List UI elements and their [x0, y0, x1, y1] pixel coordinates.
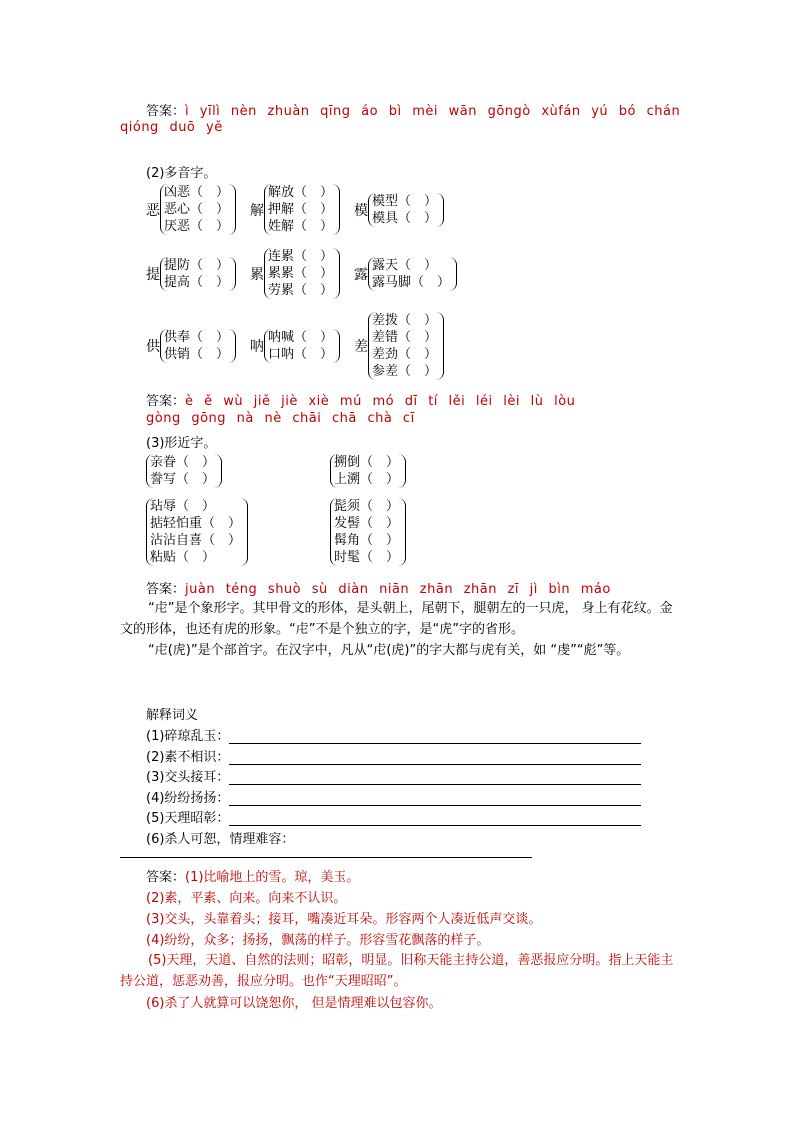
- poly-char: 解: [250, 202, 265, 219]
- poly-char: 模: [354, 202, 369, 219]
- answer-blank[interactable]: [229, 750, 641, 765]
- poly-group: [146, 184, 236, 235]
- poly-group: [146, 329, 236, 363]
- option-bracket: [368, 312, 444, 380]
- option: 髭须（ ）: [334, 499, 400, 514]
- vocab-answer-2: (2)素，平素、向来。向来不认识。: [146, 891, 347, 906]
- vocab-item: [146, 828, 641, 849]
- option-bracket: [146, 498, 248, 566]
- vocab-term: (2)素不相识：: [146, 749, 230, 765]
- answer-pinyin: juàn téng shuò sù diàn niān zhān zhān zī jì bìn máo: [185, 582, 611, 597]
- option: 发髻（ ）: [334, 516, 400, 531]
- q2-row1: [146, 184, 458, 235]
- poly-char: 累: [250, 266, 265, 283]
- option: 搠倒（ ）: [334, 455, 400, 470]
- option-bracket: [264, 184, 340, 235]
- option: 凶恶（ ）: [164, 185, 230, 200]
- poly-char: 供: [146, 339, 160, 355]
- vocab-answer-5: (5)天理，天道、自然的法则；昭彰，明显。旧称天能主持公道，善恶报应分明。指上天能主持公道，惩恶劝善，报应分明。也作“天理昭昭”。: [120, 953, 674, 989]
- poly-char: 呐: [250, 339, 265, 355]
- vocab-item: [146, 746, 641, 767]
- option: 掂轻怕重（ ）: [150, 516, 242, 531]
- vocab-term: (1)碎琼乱玉：: [146, 729, 230, 744]
- option: 厌恶（ ）: [164, 219, 230, 234]
- answer-blank[interactable]: [229, 791, 641, 806]
- q2-row2: [146, 248, 471, 299]
- option-bracket: [264, 329, 340, 363]
- vocab-term: (5)天理昭彰：: [146, 811, 230, 826]
- option-bracket: [160, 184, 236, 235]
- vocab-term: (6)杀人可恕，情理难容：: [146, 831, 295, 847]
- option: 提高（ ）: [164, 274, 230, 290]
- note-paragraph-1: “虍”是个象形字。其甲骨文的形体，是头朝上，尾朝下，腿朝左的一只虎， 身上有花纹。金文的形体，也还有虎的形象。“虍”不是个独立的字，是“虎”字的省形。: [120, 601, 673, 637]
- answer-text: (1)比喻地上的雪。琼，美玉。: [185, 870, 360, 885]
- q1-answer-line2: qióng duō yě: [120, 120, 223, 135]
- answer-blank[interactable]: [229, 729, 641, 744]
- q3-answer: [146, 578, 611, 597]
- poly-char: 提: [146, 266, 160, 283]
- poly-char: 差: [354, 339, 369, 355]
- option: 差拨（ ）: [372, 313, 438, 328]
- vocab-answer-1: [146, 866, 359, 885]
- option: 模具（ ）: [372, 210, 438, 226]
- q2-title: (2)多音字。: [146, 166, 217, 181]
- q2-answer-line1: [146, 390, 575, 409]
- answer-label: 答案：: [146, 870, 186, 885]
- q3-right-group-2: [330, 498, 406, 566]
- q3-title: (3)形近字。: [146, 436, 217, 451]
- option: 髯角（ ）: [334, 533, 400, 548]
- answer-pinyin: ì yīlì nèn zhuàn qīng áo bì mèi wān gōngò xùfán yú bó chán: [185, 104, 681, 119]
- option: 供奉（ ）: [164, 330, 230, 345]
- vocab-item: [146, 725, 641, 746]
- option: 连累（ ）: [268, 249, 334, 264]
- option-bracket: [160, 257, 236, 291]
- option: 差错（ ）: [372, 330, 438, 345]
- vocab-item: [146, 807, 641, 828]
- option: 模型（ ）: [372, 193, 438, 209]
- option: 露马脚（ ）: [372, 274, 451, 290]
- option: 差劲（ ）: [372, 347, 438, 362]
- option: 累累（ ）: [268, 266, 334, 281]
- option-bracket: [368, 193, 444, 227]
- answer-label: 答案：: [146, 104, 186, 119]
- poly-group: [250, 329, 340, 363]
- option: 誊写（ ）: [150, 472, 216, 487]
- vocab-item: [146, 787, 641, 808]
- vocab-term: (4)纷纷扬扬：: [146, 790, 230, 806]
- poly-group: [354, 193, 444, 227]
- option: 劳累（ ）: [268, 283, 334, 298]
- poly-group: [250, 184, 340, 235]
- option: 露天（ ）: [372, 257, 438, 273]
- option: 亲眷（ ）: [150, 455, 216, 470]
- option: 粘贴（ ）: [150, 550, 216, 565]
- option-bracket: [146, 454, 222, 488]
- option-bracket: [368, 257, 457, 291]
- poly-group: [354, 312, 444, 380]
- vocab-answer-4: (4)纷纷，众多；扬扬，飘荡的样子。形容雪花飘落的样子。: [146, 933, 490, 948]
- vocab-list: [146, 725, 641, 848]
- option: 参差（ ）: [372, 364, 438, 379]
- option: 恶心（ ）: [164, 202, 230, 217]
- option: 口呐（ ）: [268, 347, 334, 362]
- note-paragraph-2: “虍(虎)”是个部首字。在汉字中，凡从“虍(虎)”的字大都与虎有关，如 “虔”“彪”等。: [148, 643, 630, 658]
- option-bracket: [330, 498, 406, 566]
- q3-left-group-1: [146, 454, 222, 488]
- vocab-item: [146, 766, 641, 787]
- answer-blank-long[interactable]: [120, 856, 532, 858]
- option: 解放（ ）: [268, 185, 334, 200]
- q2-answer-line2: gòng gōng nà nè chāi chā chà cī: [146, 411, 415, 426]
- option: 供销（ ）: [164, 347, 230, 362]
- vocab-term: (3)交头接耳：: [146, 770, 230, 785]
- poly-char: 露: [354, 266, 369, 283]
- answer-label: 答案：: [146, 394, 186, 409]
- answer-blank[interactable]: [229, 811, 641, 826]
- q3-left-group-2: [146, 498, 248, 566]
- poly-char: 恶: [146, 202, 160, 219]
- option: 姓解（ ）: [268, 219, 334, 234]
- q1-answer-line1: [146, 100, 680, 119]
- poly-group: [250, 248, 340, 299]
- option: 押解（ ）: [268, 202, 334, 217]
- answer-label: 答案：: [146, 582, 186, 597]
- q2-row3: [146, 312, 458, 380]
- option: 上溯（ ）: [334, 472, 400, 487]
- answer-pinyin: è ě wù jiě jiè xiè mú mó dī tí lěi léi lèi lù lòu: [185, 394, 576, 409]
- option: 玷辱（ ）: [150, 499, 216, 514]
- q3-right-group-1: [330, 454, 406, 488]
- poly-group: [354, 257, 457, 291]
- vocab-answer-6: (6)杀了人就算可以饶恕你， 但是情理难以包容你。: [146, 996, 442, 1011]
- option-bracket: [160, 329, 236, 363]
- option: 呐喊（ ）: [268, 330, 334, 345]
- option-bracket: [330, 454, 406, 488]
- poly-group: [146, 257, 236, 291]
- vocab-answer-3: (3)交头，头靠着头；接耳，嘴凑近耳朵。形容两个人凑近低声交谈。: [146, 912, 542, 927]
- option-bracket: [264, 248, 340, 299]
- option: 沾沾自喜（ ）: [150, 533, 242, 548]
- answer-blank[interactable]: [229, 770, 641, 785]
- option: 提防（ ）: [164, 257, 230, 273]
- vocab-title: 解释词义: [146, 708, 199, 723]
- option: 时髦（ ）: [334, 550, 400, 565]
